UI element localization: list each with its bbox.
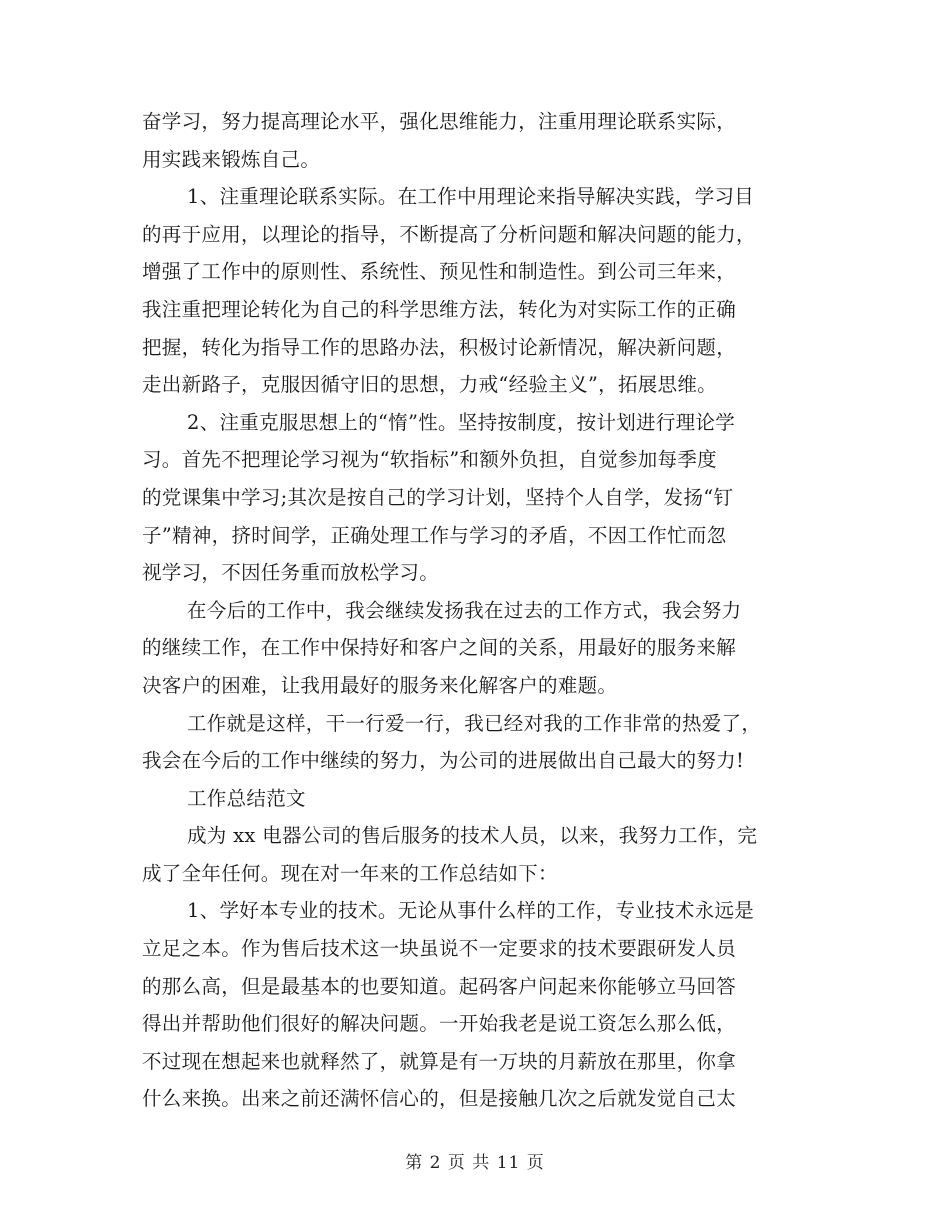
paragraph — [142, 178, 812, 404]
paragraph — [142, 592, 812, 705]
text-line: 得出并帮助他们很好的解决问题。一开始我老是说工资怎么那么低， — [142, 1012, 737, 1036]
text-line: 增强了工作中的原则性、系统性、预见性和制造性。到公司三年来， — [142, 260, 737, 284]
paragraph — [142, 705, 812, 780]
text-line: 在今后的工作中，我会继续发扬我在过去的工作方式，我会努力 — [187, 598, 742, 622]
paragraph — [142, 892, 812, 1118]
page-footer: 第 2 页 共 11 页 — [405, 1153, 545, 1173]
text-line: 成为 xx 电器公司的售后服务的技术人员，以来，我努力工作，完 — [187, 824, 758, 848]
document-body — [142, 103, 812, 1118]
text-line: 奋学习，努力提高理论水平，强化思维能力，注重用理论联系实际， — [142, 110, 737, 133]
text-line: 的党课集中学习;其次是按自己的学习计划，坚持个人自学，发扬“钉 — [142, 485, 734, 509]
paragraph — [142, 103, 812, 178]
text-line: 视学习，不因任务重而放松学习。 — [142, 561, 440, 585]
paragraph — [142, 780, 812, 818]
text-line: 不过现在想起来也就释然了，就算是有一万块的月薪放在那里，你拿 — [142, 1049, 737, 1073]
text-line: 工作总结范文 — [187, 786, 306, 810]
text-line: 的继续工作，在工作中保持好和客户之间的关系，用最好的服务来解 — [142, 636, 737, 660]
text-line: 1、注重理论联系实际。在工作中用理论来指导解决实践，学习目 — [187, 185, 755, 209]
text-line: 走出新路子，克服因循守旧的思想，力戒“经验主义”，拓展思维。 — [142, 373, 717, 397]
text-line: 1、学好本专业的技术。无论从事什么样的工作，专业技术永远是 — [187, 899, 755, 923]
text-line: 习。首先不把理论学习视为“软指标”和额外负担，自觉参加每季度 — [142, 448, 717, 472]
text-line: 工作就是这样，干一行爱一行，我已经对我的工作非常的热爱了， — [187, 711, 762, 735]
text-line: 我会在今后的工作中继续的努力，为公司的进展做出自己最大的努力! — [142, 749, 745, 773]
text-line: 的再于应用，以理论的指导，不断提高了分析问题和解决问题的能力， — [142, 222, 756, 246]
text-line: 成了全年任何。现在对一年来的工作总结如下： — [142, 861, 558, 885]
text-line: 什么来换。出来之前还满怀信心的，但是接触几次之后就发觉自己太 — [142, 1087, 737, 1111]
text-line: 用实践来锻炼自己。 — [142, 147, 321, 171]
text-line: 我注重把理论转化为自己的科学思维方法，转化为对实际工作的正确 — [142, 297, 737, 321]
text-line: 决客户的困难，让我用最好的服务来化解客户的难题。 — [142, 673, 618, 697]
paragraph — [142, 817, 812, 892]
text-line: 立足之本。作为售后技术这一块虽说不一定要求的技术要跟研发人员 — [142, 937, 737, 961]
text-line: 2、注重克服思想上的“惰”性。坚持按制度，按计划进行理论学 — [187, 410, 736, 434]
text-line: 把握，转化为指导工作的思路办法，积极讨论新情况，解决新问题， — [142, 335, 737, 359]
paragraph — [142, 404, 812, 592]
text-line: 子”精神，挤时间学，正确处理工作与学习的矛盾，不因工作忙而忽 — [142, 523, 727, 547]
text-line: 的那么高，但是最基本的也要知道。起码客户问起来你能够立马回答 — [142, 974, 737, 998]
